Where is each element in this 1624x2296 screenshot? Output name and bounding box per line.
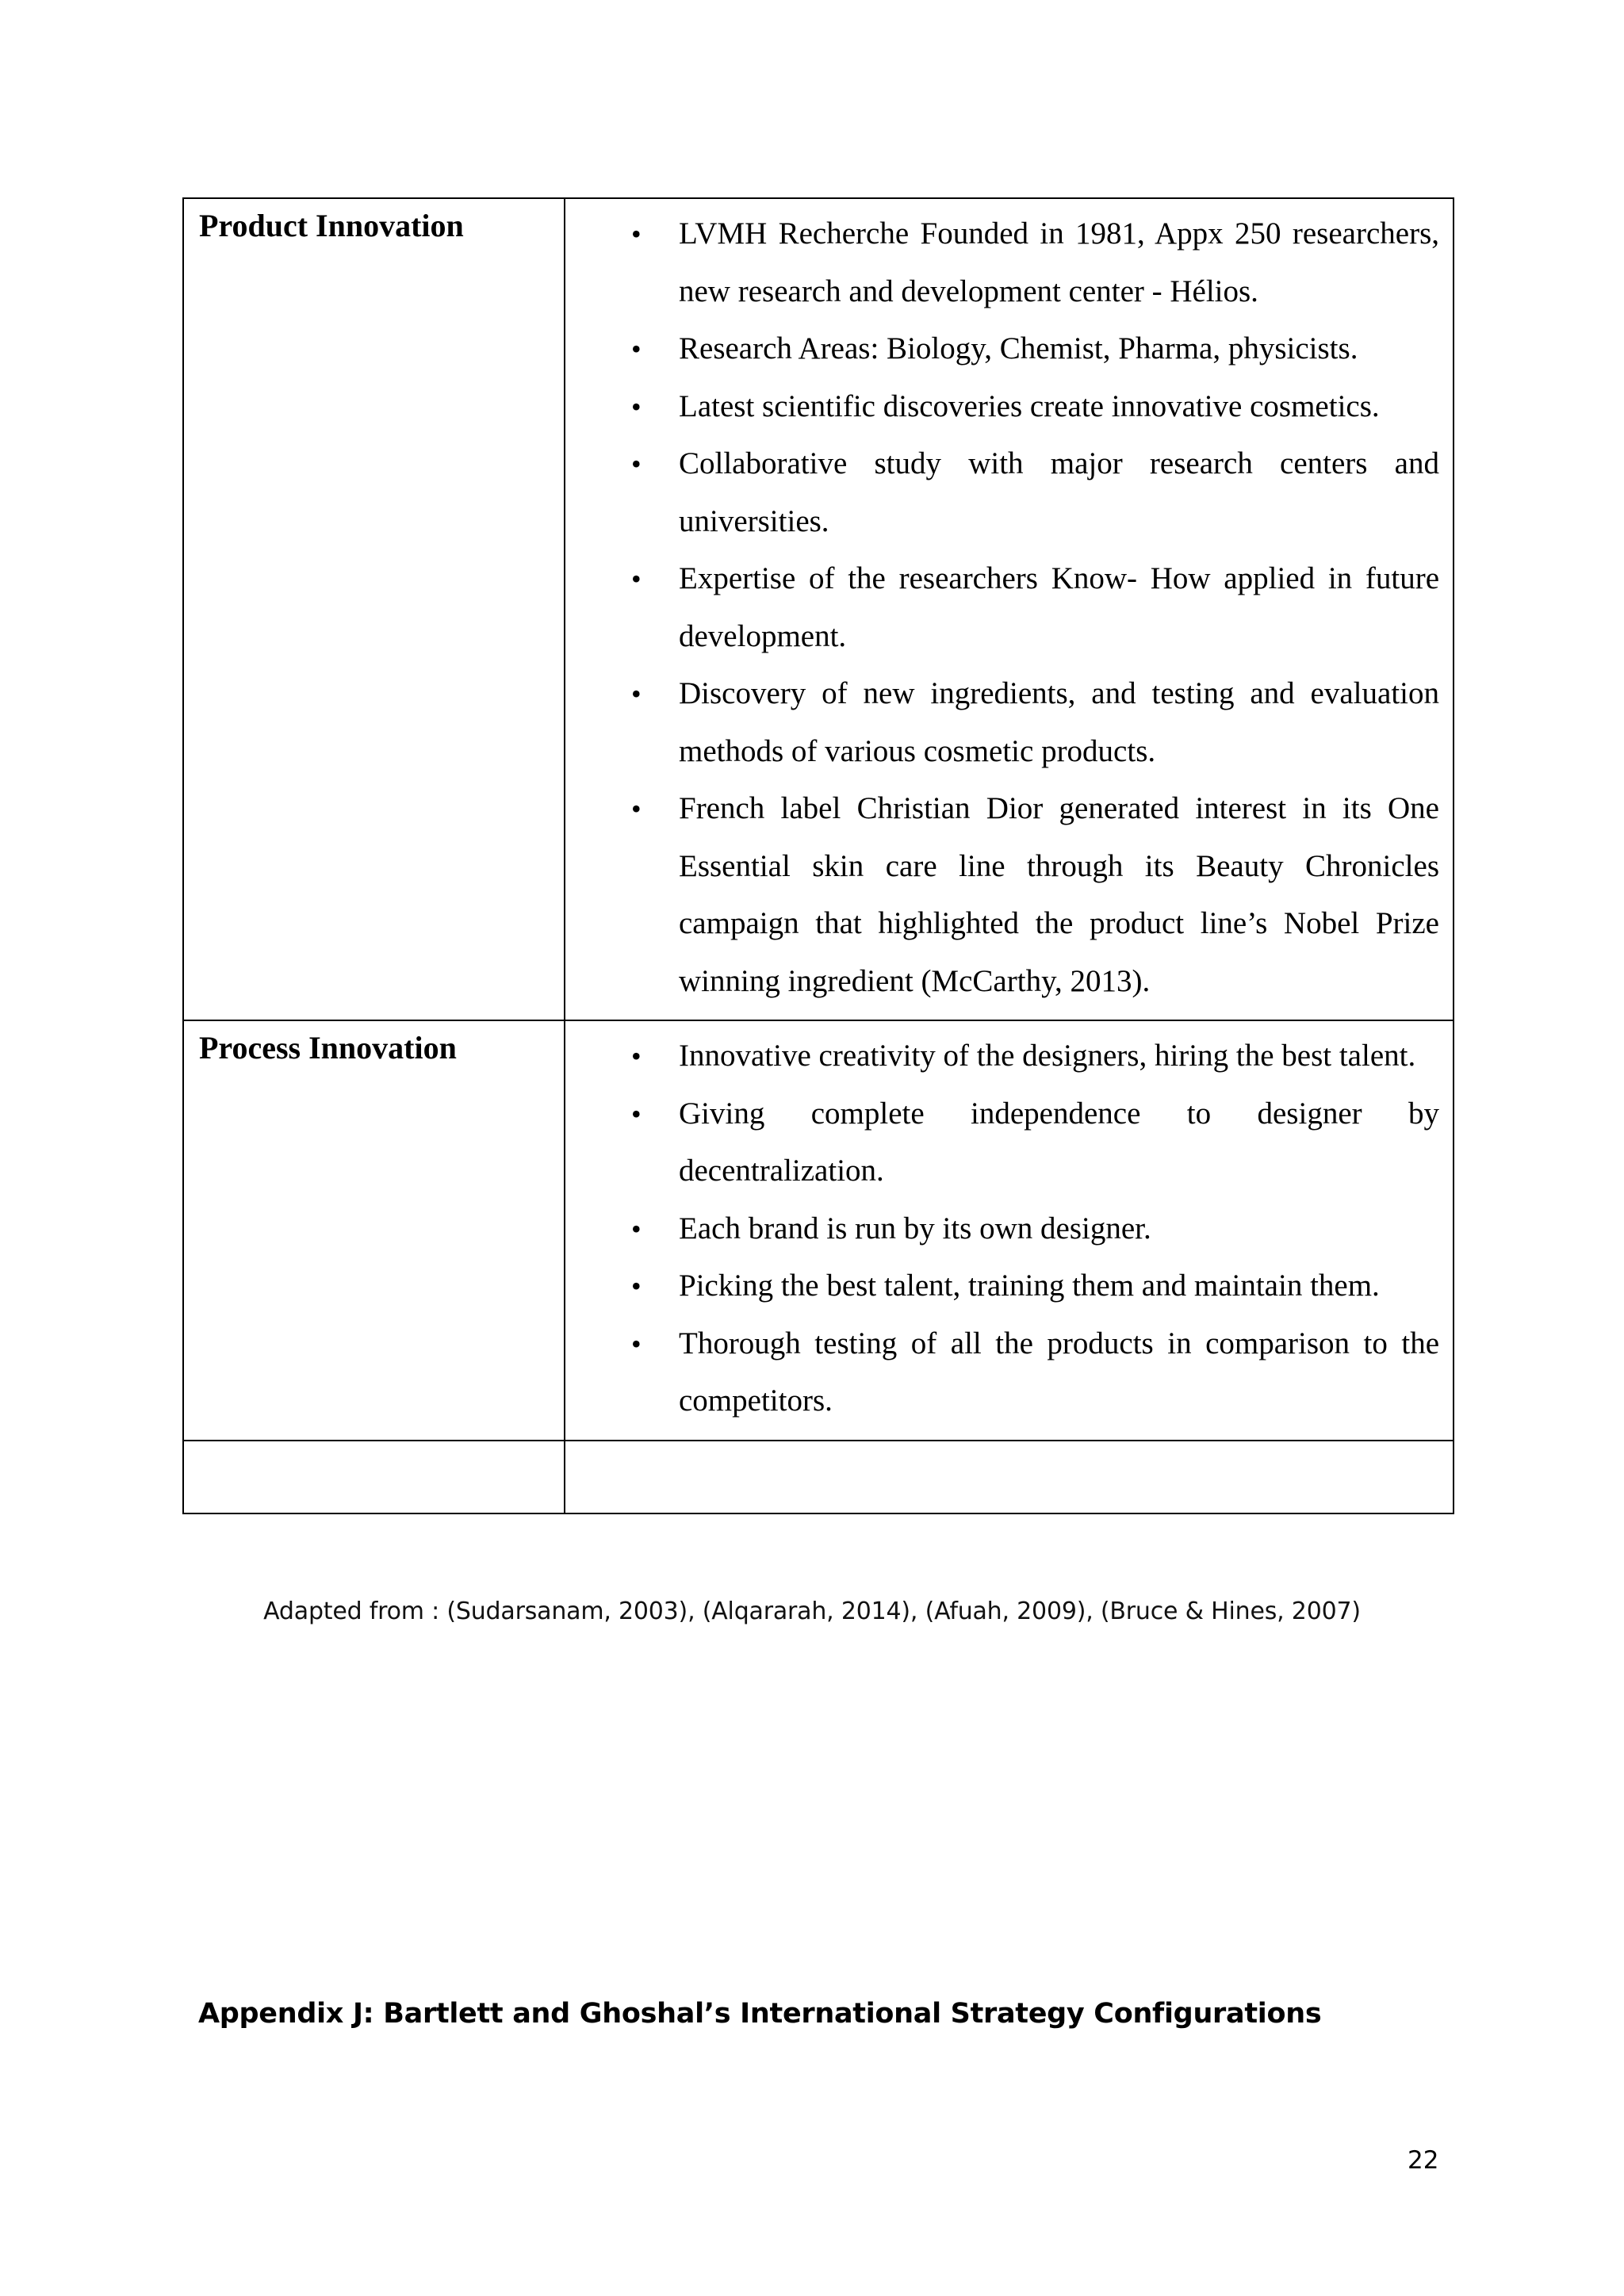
bullet-icon: • bbox=[631, 333, 642, 365]
list-item-text: Expertise of the researchers Know- How applied in future development. bbox=[679, 561, 1439, 653]
list-item-text: Research Areas: Biology, Chemist, Pharma, physicists. bbox=[679, 331, 1358, 365]
bullet-icon: • bbox=[631, 1270, 642, 1302]
bullet-icon: • bbox=[631, 563, 642, 595]
empty-cell bbox=[565, 1441, 1454, 1513]
bullet-icon: • bbox=[631, 1040, 642, 1072]
bullet-icon: • bbox=[631, 1212, 642, 1245]
bullet-icon: • bbox=[631, 390, 642, 423]
list-item-text: French label Christian Dior generated interest in its One Essential skin care line through its Beauty Chronicles campaign that highlighted the product line’s Nobel Prize winning ingredient (McCarthy, 2013). bbox=[679, 791, 1439, 998]
row-label-cell bbox=[183, 1020, 565, 1441]
list-item bbox=[565, 320, 1439, 378]
list-item-text: Thorough testing of all the products in comparison to the competitors. bbox=[679, 1326, 1439, 1418]
bullet-icon: • bbox=[631, 1327, 642, 1360]
bullet-icon: • bbox=[631, 793, 642, 825]
page-number: 22 bbox=[1408, 2146, 1439, 2175]
list-item-text: Picking the best talent, training them and maintain them. bbox=[679, 1269, 1380, 1303]
innovation-table bbox=[182, 197, 1454, 1514]
bullet-list bbox=[565, 205, 1439, 1010]
list-item bbox=[565, 665, 1439, 780]
list-item bbox=[565, 1085, 1439, 1200]
empty-cell bbox=[183, 1441, 565, 1513]
row-label-cell bbox=[183, 198, 565, 1020]
row-label: Process Innovation bbox=[199, 1030, 457, 1066]
list-item bbox=[565, 435, 1439, 550]
bullet-icon: • bbox=[631, 1097, 642, 1130]
list-item bbox=[565, 550, 1439, 665]
table-source-caption: Adapted from : (Sudarsanam, 2003), (Alqararah, 2014), (Afuah, 2009), (Bruce & Hines, 2007) bbox=[263, 1598, 1361, 1625]
list-item-text: Innovative creativity of the designers, hiring the best talent. bbox=[679, 1039, 1416, 1073]
list-item bbox=[565, 205, 1439, 320]
list-item bbox=[565, 1200, 1439, 1258]
list-item bbox=[565, 1315, 1439, 1430]
list-item bbox=[565, 780, 1439, 1010]
list-item bbox=[565, 378, 1439, 436]
bullet-icon: • bbox=[631, 678, 642, 710]
list-item-text: Latest scientific discoveries create innovative cosmetics. bbox=[679, 388, 1380, 423]
list-item-text: Discovery of new ingredients, and testing and evaluation methods of various cosmetic products. bbox=[679, 676, 1439, 768]
bullet-icon: • bbox=[631, 448, 642, 480]
row-content-cell bbox=[565, 198, 1454, 1020]
table-row-empty bbox=[183, 1441, 1454, 1513]
bullet-list bbox=[565, 1027, 1439, 1430]
list-item-text: Giving complete independence to designer by decentralization. bbox=[679, 1096, 1439, 1188]
list-item-text: Collaborative study with major research centers and universities. bbox=[679, 446, 1439, 538]
list-item-text: Each brand is run by its own designer. bbox=[679, 1211, 1151, 1246]
table-row bbox=[183, 1020, 1454, 1441]
bullet-icon: • bbox=[631, 218, 642, 250]
list-item bbox=[565, 1027, 1439, 1085]
list-item-text: LVMH Recherche Founded in 1981, Appx 250 researchers, new research and development center - Hélios. bbox=[679, 216, 1439, 308]
appendix-heading: Appendix J: Bartlett and Ghoshal’s International Strategy Configurations bbox=[198, 1998, 1322, 2030]
row-label: Product Innovation bbox=[199, 208, 464, 243]
row-content-cell bbox=[565, 1020, 1454, 1441]
list-item bbox=[565, 1257, 1439, 1315]
table-row bbox=[183, 198, 1454, 1020]
